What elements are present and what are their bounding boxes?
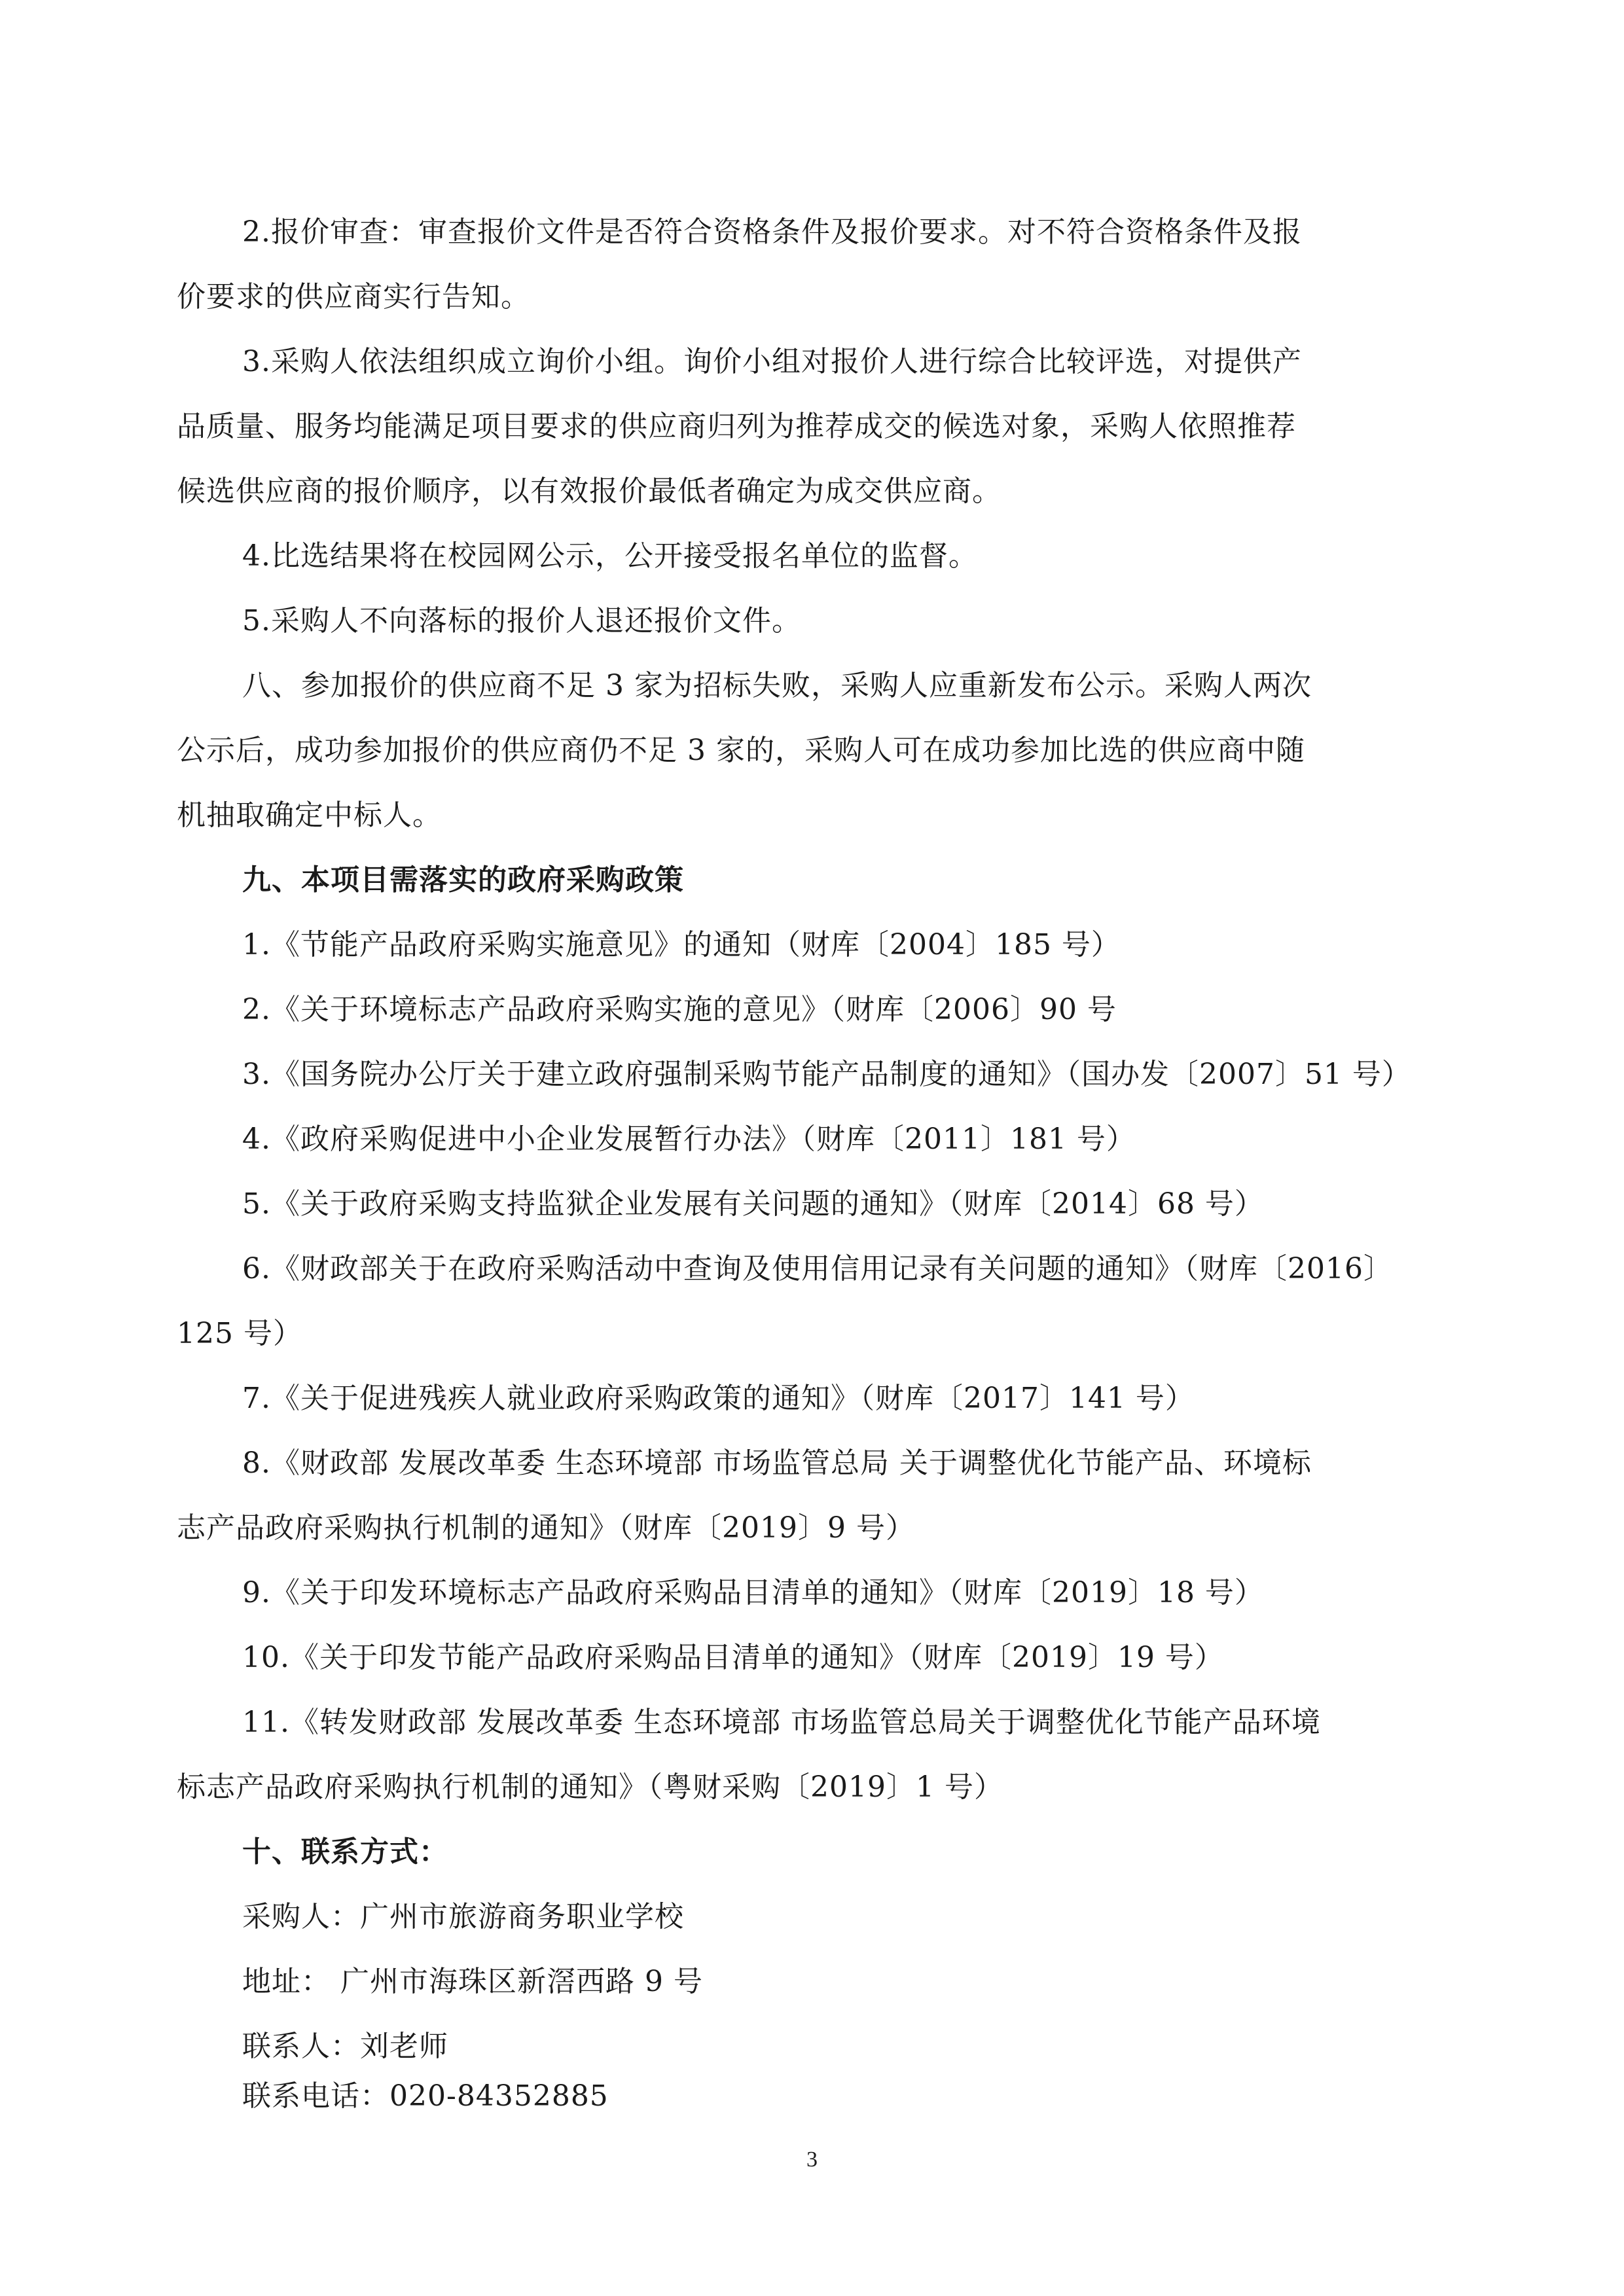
contact-purchaser: 采购人：广州市旅游商务职业学校	[242, 1900, 684, 1933]
policy-item-9: 9.《关于印发环境标志产品政府采购品目清单的通知》（财库〔2019〕18 号）	[242, 1576, 1264, 1609]
paragraph-line-inquiry-group: 3.采购人依法组织成立询价小组。询价小组对报价人进行综合比较评选，对提供产	[242, 345, 1302, 378]
policy-item-2: 2.《关于环境标志产品政府采购实施的意见》（财库〔2006〕90 号	[242, 993, 1117, 1026]
section-heading-contact: 十、联系方式：	[242, 1835, 448, 1869]
paragraph-line-result-publicity: 4.比选结果将在校园网公示，公开接受报名单位的监督。	[242, 539, 978, 573]
policy-item-1: 1.《节能产品政府采购实施意见》的通知（财库〔2004〕185 号）	[242, 928, 1121, 961]
policy-item-5: 5.《关于政府采购支持监狱企业发展有关问题的通知》（财库〔2014〕68 号）	[242, 1187, 1264, 1221]
paragraph-line-section-eight: 八、参加报价的供应商不足 3 家为招标失败，采购人应重新发布公示。采购人两次	[242, 669, 1312, 702]
paragraph-line-section-eight-cont-1: 公示后，成功参加报价的供应商仍不足 3 家的，采购人可在成功参加比选的供应商中随	[177, 734, 1305, 767]
policy-item-8-cont: 志产品政府采购执行机制的通知》（财库〔2019〕9 号）	[177, 1511, 915, 1545]
contact-address: 地址： 广州市海珠区新滘西路 9 号	[242, 1965, 703, 1998]
policy-item-3: 3.《国务院办公厅关于建立政府强制采购节能产品制度的通知》（国办发〔2007〕51 号）	[242, 1058, 1411, 1091]
policy-item-6: 6.《财政部关于在政府采购活动中查询及使用信用记录有关问题的通知》（财库〔2016〕	[242, 1252, 1393, 1285]
page-number: 3	[806, 2147, 818, 2172]
policy-item-11: 11.《转发财政部 发展改革委 生态环境部 市场监管总局关于调整优化节能产品环境	[242, 1706, 1321, 1739]
policy-item-8: 8.《财政部 发展改革委 生态环境部 市场监管总局 关于调整优化节能产品、环境标	[242, 1446, 1312, 1480]
policy-item-7: 7.《关于促进残疾人就业政府采购政策的通知》（财库〔2017〕141 号）	[242, 1382, 1195, 1415]
paragraph-line-inquiry-group-cont-1: 品质量、服务均能满足项目要求的供应商归列为推荐成交的候选对象，采购人依照推荐	[177, 410, 1296, 443]
paragraph-line-quote-review-cont: 价要求的供应商实行告知。	[177, 280, 530, 314]
policy-item-6-cont: 125 号）	[177, 1317, 302, 1350]
paragraph-line-inquiry-group-cont-2: 候选供应商的报价顺序，以有效报价最低者确定为成交供应商。	[177, 475, 1001, 508]
contact-phone: 联系电话：020-84352885	[242, 2079, 609, 2113]
contact-person: 联系人：刘老师	[242, 2030, 448, 2063]
policy-item-11-cont: 标志产品政府采购执行机制的通知》（粤财采购〔2019〕1 号）	[177, 1770, 1003, 1804]
paragraph-line-quote-review: 2.报价审查：审查报价文件是否符合资格条件及报价要求。对不符合资格条件及报	[242, 215, 1302, 249]
section-heading-policies: 九、本项目需落实的政府采购政策	[242, 863, 684, 897]
paragraph-line-section-eight-cont-2: 机抽取确定中标人。	[177, 798, 442, 832]
policy-item-10: 10.《关于印发节能产品政府采购品目清单的通知》（财库〔2019〕19 号）	[242, 1641, 1224, 1674]
paragraph-line-no-return: 5.采购人不向落标的报价人退还报价文件。	[242, 604, 801, 637]
policy-item-4: 4.《政府采购促进中小企业发展暂行办法》（财库〔2011〕181 号）	[242, 1122, 1136, 1156]
